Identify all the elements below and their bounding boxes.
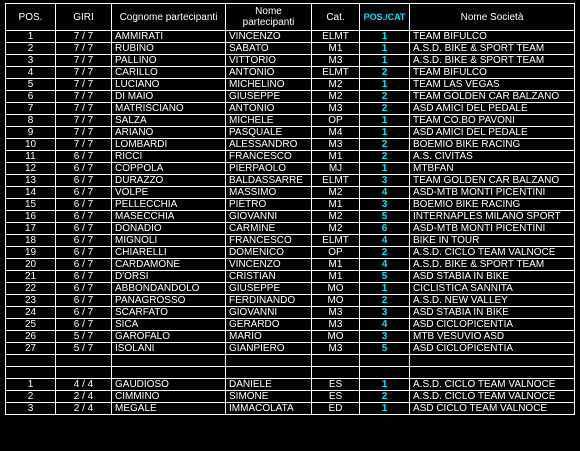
- cell-giri: 6 / 7: [56, 163, 112, 175]
- cell-nome: PASQUALE: [226, 127, 312, 139]
- cell-pos: 4: [6, 67, 56, 79]
- table-row: [6, 163, 575, 175]
- cell-cognome: VOLPE: [112, 187, 226, 199]
- cell-societa: TEAM BIFULCO: [410, 67, 575, 79]
- cell-poscat: 3: [360, 307, 410, 319]
- cell-nome: CARMINE: [226, 223, 312, 235]
- cell-societa: TEAM BIFULCO: [410, 31, 575, 43]
- results-body: [6, 31, 575, 355]
- table-row: [6, 151, 575, 163]
- cell-societa: CICLISTICA SANNITA: [410, 283, 575, 295]
- cell-pos: 22: [6, 283, 56, 295]
- table-row: [6, 223, 575, 235]
- cell-nome: FRANCESCO: [226, 235, 312, 247]
- cell-nome: VINCENZO: [226, 31, 312, 43]
- cell-societa: A.S. CIVITAS: [410, 151, 575, 163]
- cell-cat: M1: [312, 259, 360, 271]
- cell-poscat: 1: [360, 283, 410, 295]
- cell-cat: MO: [312, 295, 360, 307]
- cell-pos: 10: [6, 139, 56, 151]
- cell-poscat: 3: [360, 331, 410, 343]
- cell-giri: 6 / 7: [56, 223, 112, 235]
- cell-pos: 2: [6, 391, 56, 403]
- cell-societa: A.S.D. BIKE & SPORT TEAM: [410, 43, 575, 55]
- results-sheet: [5, 3, 575, 415]
- cell-giri: 6 / 7: [56, 283, 112, 295]
- table-row: [6, 127, 575, 139]
- cell-nome: VINCENZO: [226, 259, 312, 271]
- cell-cat: OP: [312, 247, 360, 259]
- cell-pos: 21: [6, 271, 56, 283]
- table-row: [6, 295, 575, 307]
- cell-pos: 25: [6, 319, 56, 331]
- cell-cat: M1: [312, 271, 360, 283]
- cell-pos: 19: [6, 247, 56, 259]
- cell-cat: ELMT: [312, 67, 360, 79]
- table-row: [6, 187, 575, 199]
- cell-pos: 17: [6, 223, 56, 235]
- cell-nome: SIMONE: [226, 391, 312, 403]
- cell-societa: A.S.D. CICLO TEAM VALNOCE: [410, 247, 575, 259]
- cell-nome: GIUSEPPE: [226, 91, 312, 103]
- cell-pos: 24: [6, 307, 56, 319]
- cell-societa: ASD AMICI DEL PEDALE: [410, 127, 575, 139]
- cell-nome: MASSIMO: [226, 187, 312, 199]
- cell-nome: FERDINANDO: [226, 295, 312, 307]
- cell-cat: M3: [312, 139, 360, 151]
- cell-cognome: ARIANO: [112, 127, 226, 139]
- cell-pos: 14: [6, 187, 56, 199]
- cell-giri: 6 / 7: [56, 211, 112, 223]
- cell-cat: M3: [312, 55, 360, 67]
- cell-giri: 7 / 7: [56, 55, 112, 67]
- cell-giri: 6 / 7: [56, 175, 112, 187]
- cell-poscat: 1: [360, 163, 410, 175]
- cell-societa: ASD CICLOPICENTIA: [410, 319, 575, 331]
- table-row: [6, 379, 575, 391]
- cell-pos: 12: [6, 163, 56, 175]
- cell-cat: M3: [312, 103, 360, 115]
- table-row: [6, 247, 575, 259]
- cell-poscat: 5: [360, 343, 410, 355]
- cell-cognome: GAROFALO: [112, 331, 226, 343]
- cell-giri: 6 / 7: [56, 259, 112, 271]
- cell-giri: 6 / 7: [56, 307, 112, 319]
- cell-societa: A.S.D. CICLO TEAM VALNOCE: [410, 391, 575, 403]
- cell-pos: 23: [6, 295, 56, 307]
- cell-pos: 3: [6, 55, 56, 67]
- cell-cat: ES: [312, 391, 360, 403]
- cell-cat: M1: [312, 151, 360, 163]
- cell-giri: 2 / 4: [56, 391, 112, 403]
- cell-poscat: 4: [360, 319, 410, 331]
- table-row: [6, 79, 575, 91]
- table-row: [6, 91, 575, 103]
- header-giri: GIRI: [56, 4, 112, 31]
- cell-giri: 7 / 7: [56, 103, 112, 115]
- cell-poscat: 3: [360, 175, 410, 187]
- table-row: [6, 67, 575, 79]
- cell-nome: IMMACOLATA: [226, 403, 312, 415]
- table-row: [6, 55, 575, 67]
- cell-cognome: LUCIANO: [112, 79, 226, 91]
- cell-cognome: MIGNOLI: [112, 235, 226, 247]
- table-row: [6, 211, 575, 223]
- cell-cat: M2: [312, 91, 360, 103]
- cell-pos: 6: [6, 91, 56, 103]
- cell-poscat: 2: [360, 391, 410, 403]
- table-row: [6, 319, 575, 331]
- cell-giri: 5 / 7: [56, 343, 112, 355]
- header-nome: Nome partecipanti: [226, 4, 312, 31]
- cell-societa: BIKE IN TOUR: [410, 235, 575, 247]
- cell-poscat: 5: [360, 271, 410, 283]
- cell-cognome: CARDAMONE: [112, 259, 226, 271]
- blank-row: [6, 355, 575, 367]
- cell-pos: 11: [6, 151, 56, 163]
- cell-societa: A.S.D. BIKE & SPORT TEAM: [410, 55, 575, 67]
- results-table: [5, 3, 575, 415]
- cell-nome: DANIELE: [226, 379, 312, 391]
- cell-pos: 8: [6, 115, 56, 127]
- table-row: [6, 403, 575, 415]
- results-body-esordienti: [6, 379, 575, 415]
- header-societa: Nome Società: [410, 4, 575, 31]
- cell-poscat: 4: [360, 259, 410, 271]
- cell-pos: 27: [6, 343, 56, 355]
- cell-poscat: 1: [360, 55, 410, 67]
- cell-cat: M1: [312, 43, 360, 55]
- cell-societa: ASD CICLOPICENTIA: [410, 343, 575, 355]
- cell-poscat: 1: [360, 127, 410, 139]
- cell-nome: ANTONIO: [226, 67, 312, 79]
- header-row: [6, 4, 575, 31]
- cell-cat: M1: [312, 199, 360, 211]
- cell-societa: A.S.D. BIKE & SPORT TEAM: [410, 259, 575, 271]
- cell-poscat: 3: [360, 199, 410, 211]
- table-row: [6, 199, 575, 211]
- cell-cognome: RUBINO: [112, 43, 226, 55]
- blank-row: [6, 367, 575, 379]
- cell-nome: FRANCESCO: [226, 151, 312, 163]
- cell-cognome: SALZA: [112, 115, 226, 127]
- cell-nome: MARIO: [226, 331, 312, 343]
- cell-nome: GIANPIERO: [226, 343, 312, 355]
- table-row: [6, 31, 575, 43]
- cell-cognome: ABBONDANDOLO: [112, 283, 226, 295]
- table-row: [6, 235, 575, 247]
- cell-cat: M4: [312, 127, 360, 139]
- table-row: [6, 139, 575, 151]
- cell-poscat: 2: [360, 151, 410, 163]
- cell-cognome: D'ORSI: [112, 271, 226, 283]
- cell-societa: INTERNAPLES MILANO SPORT: [410, 211, 575, 223]
- cell-nome: CRISTIAN: [226, 271, 312, 283]
- cell-cognome: COPPOLA: [112, 163, 226, 175]
- cell-cognome: SCARFATO: [112, 307, 226, 319]
- cell-pos: 2: [6, 43, 56, 55]
- cell-poscat: 2: [360, 139, 410, 151]
- cell-pos: 13: [6, 175, 56, 187]
- cell-nome: MICHELE: [226, 115, 312, 127]
- cell-cognome: DURAZZO: [112, 175, 226, 187]
- cell-poscat: 1: [360, 403, 410, 415]
- cell-nome: BALDASSARRE: [226, 175, 312, 187]
- header-poscat: POS./CAT: [360, 4, 410, 31]
- cell-cat: M2: [312, 187, 360, 199]
- cell-nome: MICHELINO: [226, 79, 312, 91]
- cell-pos: 1: [6, 31, 56, 43]
- cell-poscat: 4: [360, 235, 410, 247]
- cell-giri: 5 / 7: [56, 331, 112, 343]
- cell-giri: 7 / 7: [56, 67, 112, 79]
- table-row: [6, 103, 575, 115]
- cell-poscat: 2: [360, 67, 410, 79]
- cell-pos: 15: [6, 199, 56, 211]
- cell-cat: ELMT: [312, 31, 360, 43]
- cell-giri: 6 / 7: [56, 187, 112, 199]
- cell-giri: 7 / 7: [56, 43, 112, 55]
- cell-cat: MO: [312, 331, 360, 343]
- cell-cat: M2: [312, 223, 360, 235]
- cell-giri: 7 / 7: [56, 139, 112, 151]
- table-row: [6, 115, 575, 127]
- table-row: [6, 271, 575, 283]
- cell-societa: ASD CICLO TEAM VALNOCE: [410, 403, 575, 415]
- cell-giri: 6 / 7: [56, 235, 112, 247]
- cell-poscat: 2: [360, 247, 410, 259]
- cell-cognome: RICCI: [112, 151, 226, 163]
- cell-giri: 4 / 4: [56, 379, 112, 391]
- cell-cognome: GAUDIOSO: [112, 379, 226, 391]
- cell-nome: PIERPAOLO: [226, 163, 312, 175]
- table-row: [6, 43, 575, 55]
- cell-giri: 6 / 7: [56, 199, 112, 211]
- cell-societa: TEAM CO.BO PAVONI: [410, 115, 575, 127]
- cell-poscat: 5: [360, 211, 410, 223]
- cell-nome: ANTONIO: [226, 103, 312, 115]
- cell-poscat: 6: [360, 223, 410, 235]
- cell-nome: VITTORIO: [226, 55, 312, 67]
- cell-societa: MTB VESUVIO ASD: [410, 331, 575, 343]
- cell-cognome: PALLINO: [112, 55, 226, 67]
- cell-cat: ELMT: [312, 175, 360, 187]
- cell-cognome: DONADIO: [112, 223, 226, 235]
- cell-cat: ES: [312, 379, 360, 391]
- cell-societa: ASD-MTB MONTI PICENTINI: [410, 187, 575, 199]
- cell-cat: OP: [312, 115, 360, 127]
- cell-cat: M2: [312, 211, 360, 223]
- cell-nome: ALESSANDRO: [226, 139, 312, 151]
- cell-nome: SABATO: [226, 43, 312, 55]
- cell-cognome: DI MAIO: [112, 91, 226, 103]
- cell-poscat: 2: [360, 295, 410, 307]
- cell-giri: 6 / 7: [56, 271, 112, 283]
- cell-pos: 20: [6, 259, 56, 271]
- cell-societa: ASD AMICI DEL PEDALE: [410, 103, 575, 115]
- cell-pos: 3: [6, 403, 56, 415]
- cell-cognome: ISOLANI: [112, 343, 226, 355]
- cell-nome: PIETRO: [226, 199, 312, 211]
- cell-giri: 7 / 7: [56, 115, 112, 127]
- cell-pos: 9: [6, 127, 56, 139]
- cell-giri: 2 / 4: [56, 403, 112, 415]
- cell-nome: GIOVANNI: [226, 307, 312, 319]
- cell-poscat: 1: [360, 43, 410, 55]
- cell-cognome: SICA: [112, 319, 226, 331]
- cell-poscat: 2: [360, 103, 410, 115]
- cell-poscat: 1: [360, 31, 410, 43]
- cell-cat: MJ: [312, 163, 360, 175]
- cell-nome: GIUSEPPE: [226, 283, 312, 295]
- cell-cat: M3: [312, 319, 360, 331]
- cell-giri: 6 / 7: [56, 319, 112, 331]
- cell-giri: 6 / 7: [56, 151, 112, 163]
- cell-pos: 18: [6, 235, 56, 247]
- cell-cognome: MATRISCIANO: [112, 103, 226, 115]
- cell-cognome: CIMMINO: [112, 391, 226, 403]
- cell-pos: 1: [6, 379, 56, 391]
- cell-societa: BOEMIO BIKE RACING: [410, 139, 575, 151]
- header-pos: POS.: [6, 4, 56, 31]
- table-row: [6, 259, 575, 271]
- cell-societa: ASD STABIA IN BIKE: [410, 307, 575, 319]
- cell-pos: 16: [6, 211, 56, 223]
- cell-cognome: PELLECCHIA: [112, 199, 226, 211]
- table-row: [6, 343, 575, 355]
- cell-poscat: 4: [360, 187, 410, 199]
- cell-cat: ED: [312, 403, 360, 415]
- cell-cognome: CHIARELLI: [112, 247, 226, 259]
- cell-societa: ASD-MTB MONTI PICENTINI: [410, 223, 575, 235]
- table-row: [6, 331, 575, 343]
- cell-nome: GIOVANNI: [226, 211, 312, 223]
- cell-nome: GERARDO: [226, 319, 312, 331]
- cell-pos: 26: [6, 331, 56, 343]
- cell-cat: ELMT: [312, 235, 360, 247]
- cell-nome: DOMENICO: [226, 247, 312, 259]
- cell-poscat: 1: [360, 115, 410, 127]
- cell-giri: 7 / 7: [56, 127, 112, 139]
- cell-cognome: AMMIRATI: [112, 31, 226, 43]
- cell-giri: 7 / 7: [56, 31, 112, 43]
- cell-cat: M3: [312, 343, 360, 355]
- cell-societa: A.S.D. CICLO TEAM VALNOCE: [410, 379, 575, 391]
- cell-cognome: LOMBARDI: [112, 139, 226, 151]
- table-row: [6, 283, 575, 295]
- header-cat: Cat.: [312, 4, 360, 31]
- cell-cognome: CARILLO: [112, 67, 226, 79]
- cell-societa: ASD STABIA IN BIKE: [410, 271, 575, 283]
- cell-societa: TEAM LAS VEGAS: [410, 79, 575, 91]
- cell-giri: 6 / 7: [56, 247, 112, 259]
- cell-giri: 7 / 7: [56, 91, 112, 103]
- separator-rows: [6, 355, 575, 379]
- cell-cognome: MASECCHIA: [112, 211, 226, 223]
- header-cognome: Cognome partecipanti: [112, 4, 226, 31]
- cell-pos: 7: [6, 103, 56, 115]
- cell-cat: MO: [312, 283, 360, 295]
- cell-cognome: MEGALE: [112, 403, 226, 415]
- cell-societa: BOEMIO BIKE RACING: [410, 199, 575, 211]
- cell-poscat: 2: [360, 91, 410, 103]
- table-row: [6, 391, 575, 403]
- cell-cognome: PANAGROSSO: [112, 295, 226, 307]
- table-row: [6, 307, 575, 319]
- cell-pos: 5: [6, 79, 56, 91]
- cell-cat: M2: [312, 79, 360, 91]
- cell-giri: 6 / 7: [56, 295, 112, 307]
- cell-societa: A.S.D. NEW VALLEY: [410, 295, 575, 307]
- cell-cat: M3: [312, 307, 360, 319]
- cell-societa: TEAM GOLDEN CAR BALZANO: [410, 91, 575, 103]
- cell-poscat: 1: [360, 79, 410, 91]
- cell-giri: 7 / 7: [56, 79, 112, 91]
- cell-societa: MTBFAN: [410, 163, 575, 175]
- table-row: [6, 175, 575, 187]
- cell-societa: TEAM GOLDEN CAR BALZANO: [410, 175, 575, 187]
- cell-poscat: 1: [360, 379, 410, 391]
